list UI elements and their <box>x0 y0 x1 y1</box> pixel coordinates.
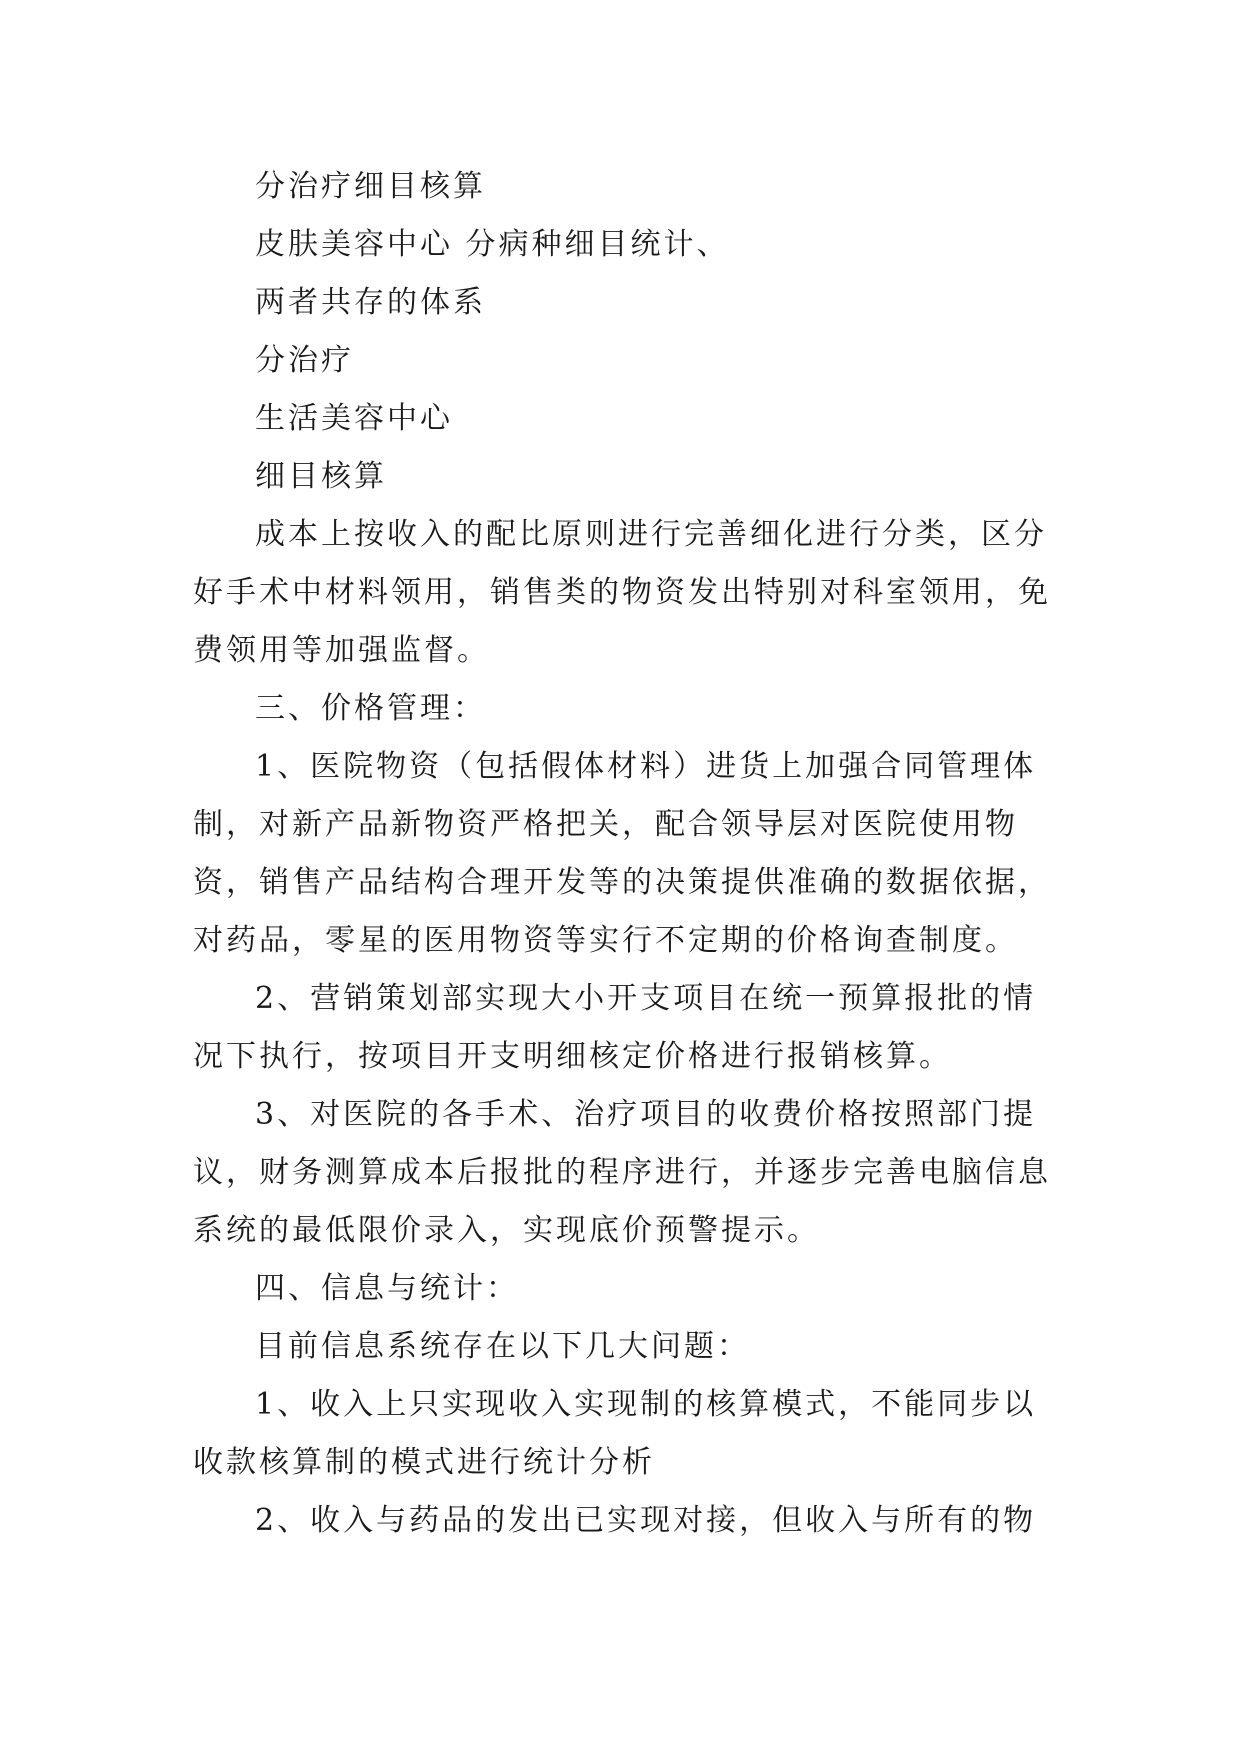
paragraph-line: 对药品，零星的医用物资等实行不定期的价格询查制度。 <box>193 923 1018 958</box>
text-line: 生活美容中心 <box>255 401 453 436</box>
paragraph-line: 议，财务测算成本后报批的程序进行，并逐步完善电脑信息 <box>193 1155 1051 1190</box>
paragraph-info-item-2 <box>193 1492 1058 1550</box>
section-heading-price-management <box>193 680 1058 738</box>
heading-line: 三、价格管理： <box>255 691 486 726</box>
paragraph-line: 系统的最低限价录入，实现底价预警提示。 <box>193 1213 820 1248</box>
text-line: 细目核算 <box>255 459 387 494</box>
paragraph-line: 3、对医院的各手术、治疗项目的收费价格按照部门提 <box>255 1097 1037 1132</box>
document-body <box>193 158 1058 1550</box>
paragraph-line: 2、营销策划部实现大小开支项目在统一预算报批的情 <box>255 981 1037 1016</box>
paragraph-line: 2、收入与药品的发出已实现对接，但收入与所有的物 <box>255 1503 1037 1538</box>
paragraph-price-item-2 <box>193 970 1058 1086</box>
paragraph-line: 况下执行，按项目开支明细核定价格进行报销核算。 <box>193 1039 952 1074</box>
text-line: 分治疗 <box>255 343 354 378</box>
paragraph-price-item-3 <box>193 1086 1058 1260</box>
paragraph-line: 1、医院物资（包括假体材料）进货上加强合同管理体 <box>255 749 1037 784</box>
text-line: 皮肤美容中心 分病种细目统计、 <box>255 227 730 262</box>
paragraph-info-intro <box>193 1318 1058 1376</box>
paragraph-line: 费领用等加强监督。 <box>193 633 490 668</box>
text-line: 两者共存的体系 <box>255 285 486 320</box>
text-line: 分治疗细目核算 <box>255 169 486 204</box>
paragraph-cost-allocation <box>193 506 1058 680</box>
paragraph-line: 目前信息系统存在以下几大问题： <box>255 1329 750 1364</box>
paragraph-line: 成本上按收入的配比原则进行完善细化进行分类，区分 <box>255 517 1047 552</box>
paragraph-line: 资，销售产品结构合理开发等的决策提供准确的数据依据， <box>193 865 1051 900</box>
paragraph-line: 1、收入上只实现收入实现制的核算模式，不能同步以 <box>255 1387 1037 1422</box>
paragraph-line: 好手术中材料领用，销售类的物资发出特别对科室领用，免 <box>193 575 1051 610</box>
paragraph-price-item-1 <box>193 738 1058 970</box>
section-heading-info-statistics <box>193 1260 1058 1318</box>
paragraph-line: 制，对新产品新物资严格把关，配合领导层对医院使用物 <box>193 807 1018 842</box>
paragraph-info-item-1 <box>193 1376 1058 1492</box>
heading-line: 四、信息与统计： <box>255 1271 519 1306</box>
paragraph-line: 收款核算制的模式进行统计分析 <box>193 1445 655 1480</box>
